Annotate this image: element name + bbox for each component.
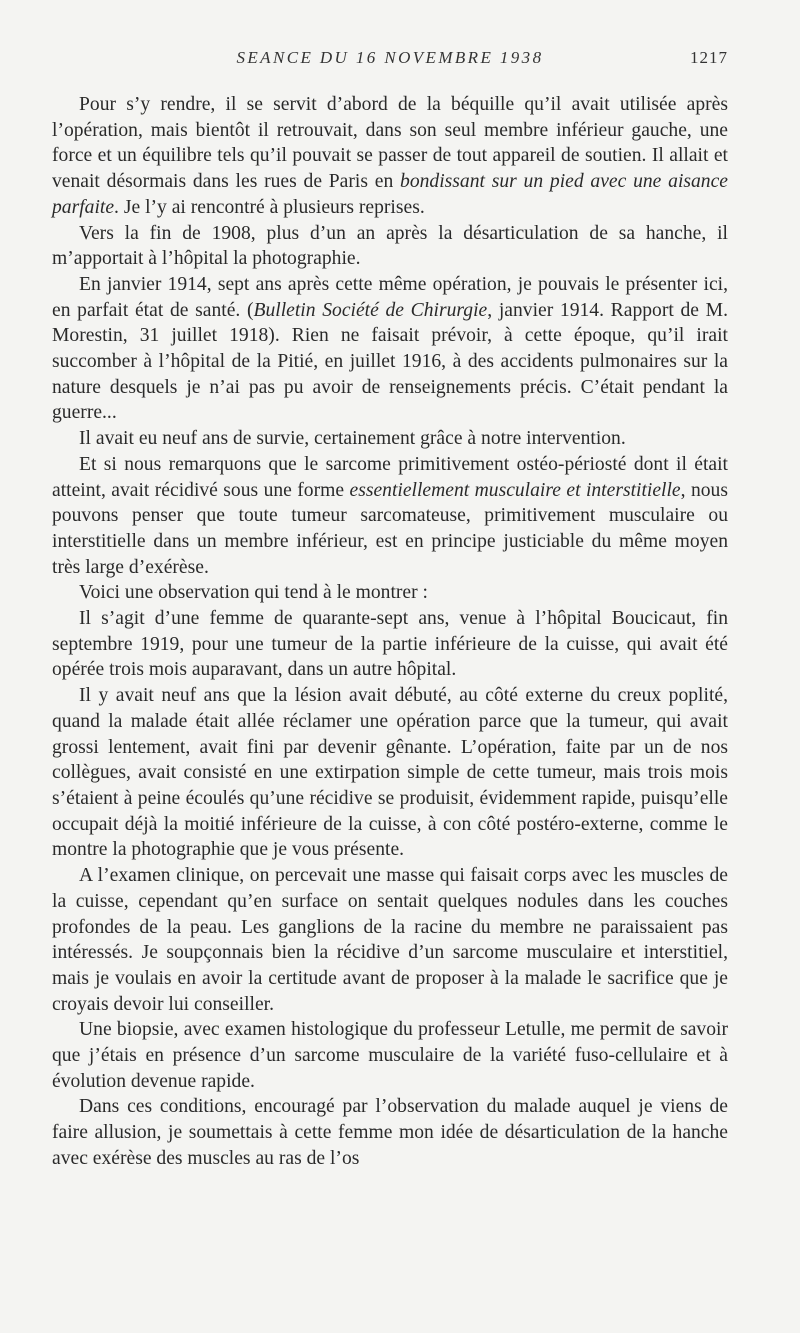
italic-text: essentiellement musculaire et interstitielle <box>349 479 681 501</box>
body-text <box>52 92 728 1172</box>
paragraph <box>52 221 728 272</box>
text-run: , nous pouvons penser que toute tumeur sarcomateuse, primitivement musculaire ou interstitielle dans un membre inférieur, est en principe justiciable du même moyen très large d’exérèse. <box>52 479 728 578</box>
text-run: Il s’agit d’une femme de quarante-sept ans, venue à l’hôpital Boucicaut, fin septembre 1919, pour une tumeur de la partie inférieure de la cuisse, qui avait été opérée trois mois auparavant, dans un autre hôpital. <box>52 608 728 681</box>
text-run: Pour s’y rendre, il se servit d’abord de la béquille qu’il avait utilisée après l’opération, mais bientôt il retrouvait, dans son seul membre inférieur gauche, une force et un équilibre tels qu’il pouvait se passer de tout appareil de soutien. Il allait et venait désormais dans les rues de Paris en <box>52 94 728 193</box>
text-run: A l’examen clinique, on percevait une masse qui faisait corps avec les muscles de la cuisse, cependant qu’en surface on sentait quelques nodules dans les couches profondes de la peau. Les ganglions de la racine du membre ne paraissaient pas intéressés. Je soupçonnais bien la récidive d’un sarcome musculaire et interstitiel, mais je voulais en avoir la certitude avant de proposer à la malade le sacrifice que je croyais devoir lui conseiller. <box>52 865 728 1015</box>
paragraph <box>52 683 728 863</box>
paragraph <box>52 580 728 606</box>
italic-text: bondissant sur un pied avec une aisance parfaite <box>52 171 729 218</box>
paragraph <box>52 606 728 683</box>
text-run: . Je l’y ai rencontré à plusieurs reprises. <box>114 196 425 218</box>
paragraph <box>52 1094 728 1171</box>
paragraph <box>52 452 728 581</box>
paragraph <box>52 272 728 426</box>
paragraph <box>52 863 728 1017</box>
text-run: Il avait eu neuf ans de survie, certainement grâce à notre intervention. <box>79 428 626 450</box>
text-run: Une biopsie, avec examen histologique du professeur Letulle, me permit de savoir que j’étais en présence d’un sarcome musculaire de la variété fuso-cellulaire et à évolution devenue rapide. <box>52 1019 728 1092</box>
paragraph <box>52 92 728 221</box>
page-header <box>52 48 728 72</box>
text-run: Dans ces conditions, encouragé par l’observation du malade auquel je viens de faire allusion, je soumettais à cette femme mon idée de désarticulation de la hanche avec exérèse des muscles au ras de l’os <box>52 1096 728 1169</box>
page-number: 1217 <box>690 48 728 67</box>
paragraph <box>52 1017 728 1094</box>
text-run: Il y avait neuf ans que la lésion avait débuté, au côté externe du creux poplité, quand la malade était allée réclamer une opération parce que la tumeur, qui avait grossi lentement, avait fini par devenir gênante. L’opération, faite par un de nos collègues, avait consisté en une extirpation simple de cette tumeur, mais trois mois s’étaient à peine écoulés qu’une récidive se produisit, évidemment rapide, puisqu’elle occupait déjà la moitié inférieure de la cuisse, à con côté postéro-externe, comme le montre la photographie que je vous présente. <box>52 685 728 861</box>
italic-text: Bulletin Société de Chirurgie <box>253 299 488 321</box>
paragraph <box>52 426 728 452</box>
running-title: SEANCE DU 16 NOVEMBRE 1938 <box>236 48 544 67</box>
text-run: En janvier 1914, sept ans après cette même opération, je pouvais le présenter ici, en parfait état de santé. ( <box>52 273 728 321</box>
text-run: Et si nous remarquons que le sarcome primitivement ostéo-périosté dont il était atteint, avait récidivé sous une forme <box>52 453 728 501</box>
text-run: Vers la fin de 1908, plus d’un an après la désarticulation de sa hanche, il m’apportait à l’hôpital la photographie. <box>52 222 728 270</box>
text-run: Voici une observation qui tend à le montrer : <box>79 582 428 604</box>
text-run: , janvier 1914. Rapport de M. Morestin, 31 juillet 1918). Rien ne faisait prévoir, à cette époque, qu’il irait succomber à l’hôpital de la Pitié, en juillet 1916, à des accidents pulmonaires sur la nature desquels je n’ai pas pu avoir de renseignements précis. C’était pendant la guerre... <box>52 299 728 424</box>
